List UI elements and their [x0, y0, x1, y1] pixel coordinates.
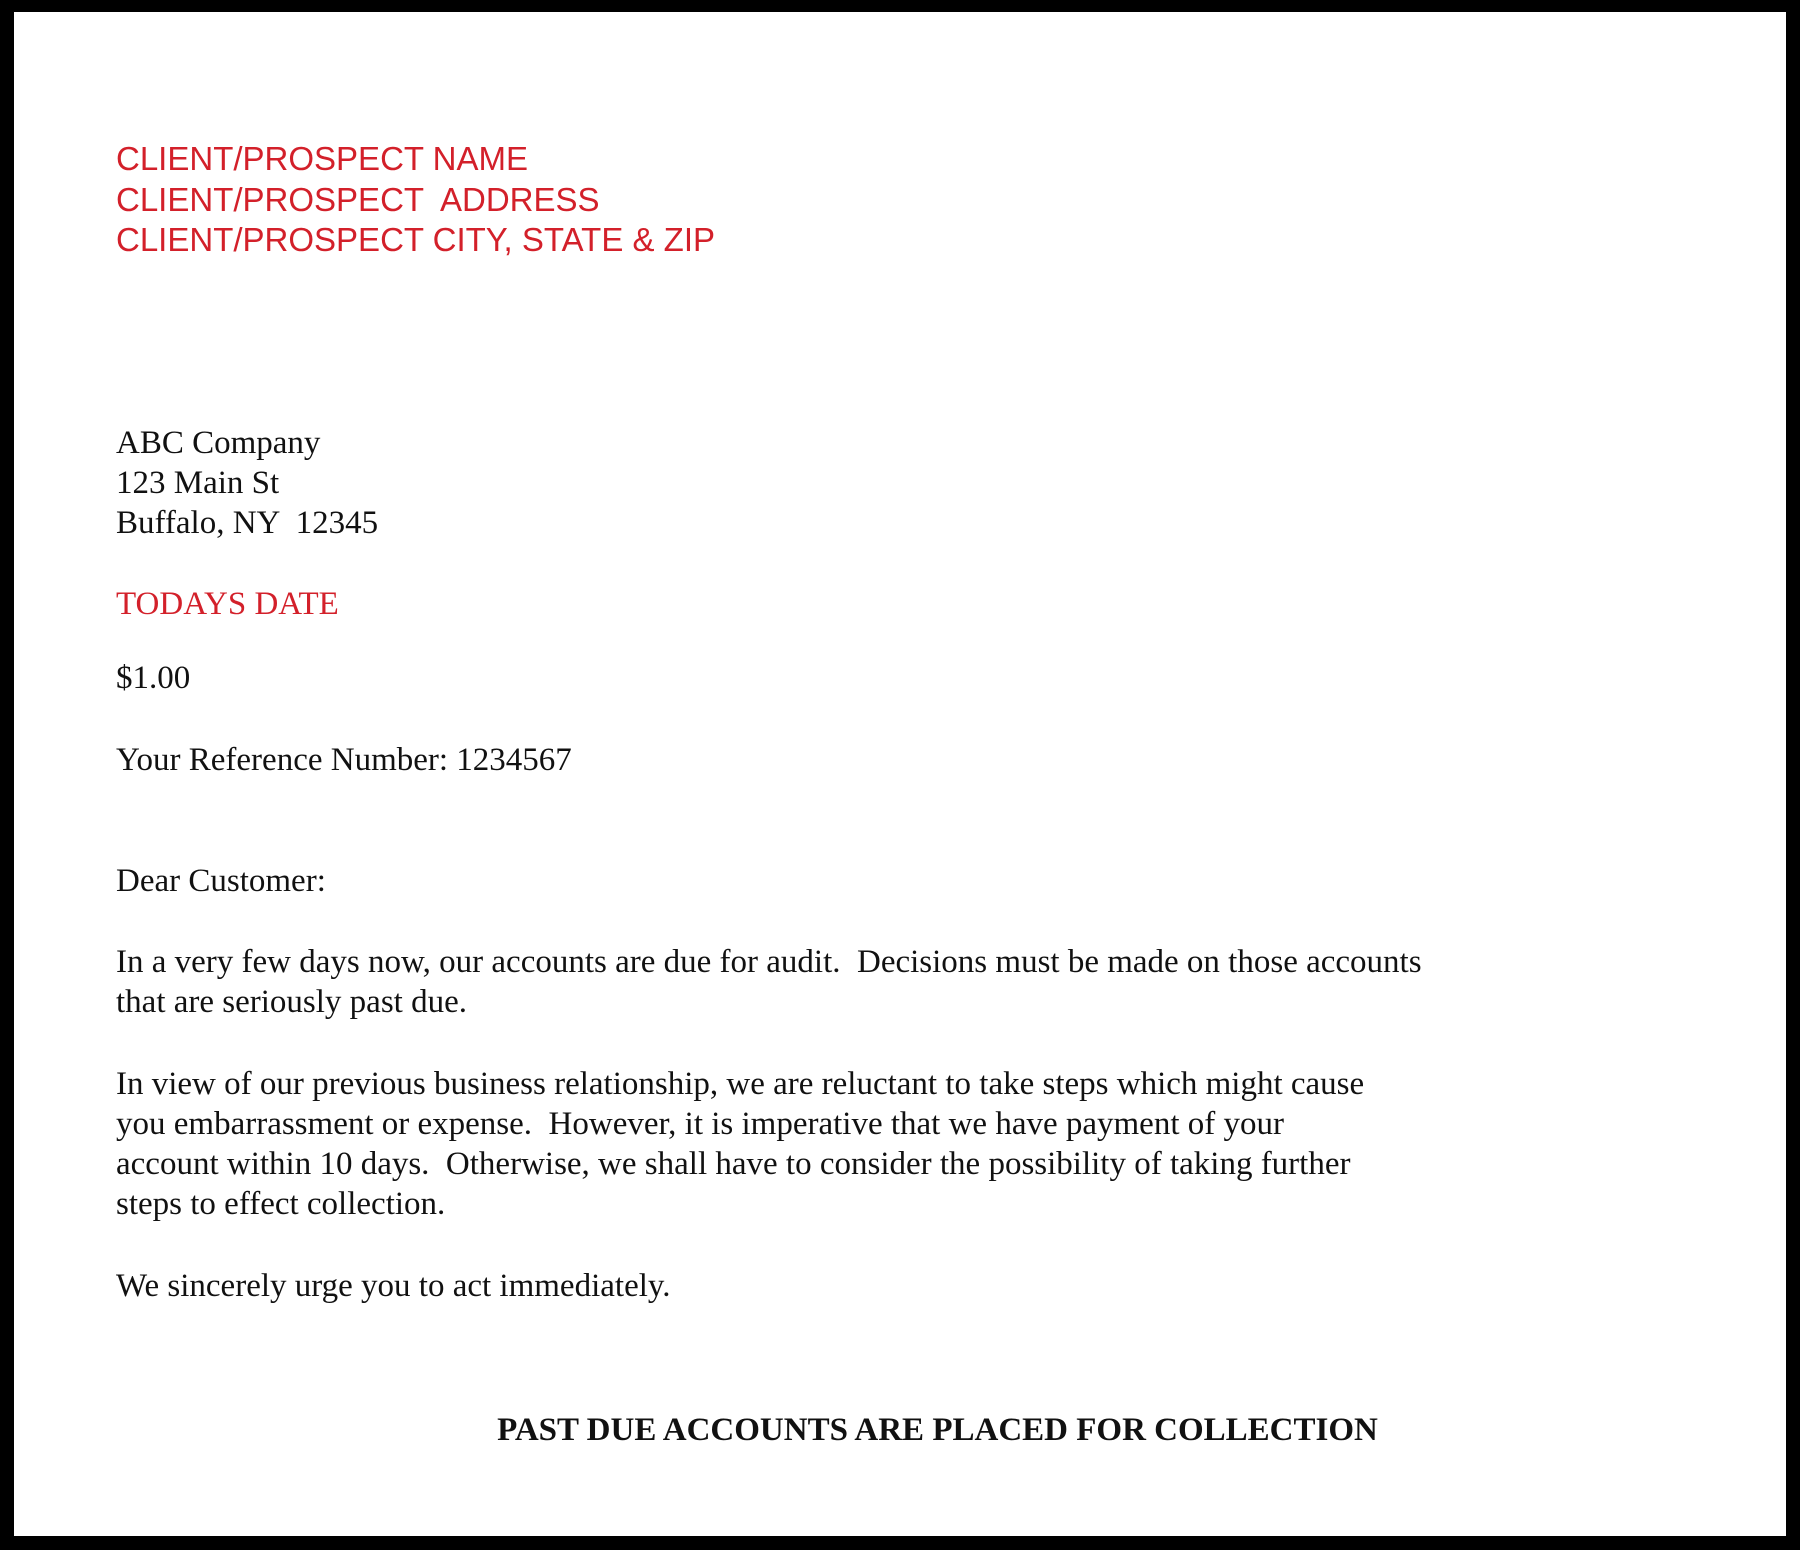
- paragraph-3: [116, 1266, 671, 1306]
- paragraph-3-line-1: We sincerely urge you to act immediately.: [116, 1268, 671, 1304]
- salutation: Dear Customer:: [116, 863, 326, 899]
- paragraph-2-line-1: In view of our previous business relationship, we are reluctant to take steps which might cause: [116, 1066, 1365, 1102]
- collection-notice: PAST DUE ACCOUNTS ARE PLACED FOR COLLECTION: [497, 1412, 1378, 1448]
- paragraph-2-line-3: account within 10 days. Otherwise, we shall have to consider the possibility of taking further: [116, 1146, 1351, 1182]
- reference-line: [116, 740, 572, 780]
- paragraph-2-line-2: you embarrassment or expense. However, it is imperative that we have payment of your: [116, 1106, 1284, 1142]
- reference-label: Your Reference Number:: [116, 742, 449, 778]
- amount-due: $1.00: [116, 660, 191, 696]
- reference-number: 1234567: [456, 742, 572, 778]
- debtor-city-state-zip: Buffalo, NY 12345: [116, 505, 379, 541]
- paragraph-2-line-4: steps to effect collection.: [116, 1186, 446, 1222]
- debtor-address-block: [116, 423, 378, 543]
- paragraph-1: [116, 942, 1422, 1022]
- paragraph-1-line-2: that are seriously past due.: [116, 984, 467, 1020]
- client-city-state-zip: CLIENT/PROSPECT CITY, STATE & ZIP: [116, 221, 716, 258]
- debtor-company: ABC Company: [116, 425, 321, 461]
- debtor-street: 123 Main St: [116, 465, 280, 501]
- paragraph-2: [116, 1064, 1364, 1224]
- client-address: CLIENT/PROSPECT ADDRESS: [116, 180, 600, 218]
- client-address-block: [116, 139, 715, 261]
- date-placeholder: TODAYS DATE: [116, 586, 339, 622]
- paragraph-1-line-1: In a very few days now, our accounts are due for audit. Decisions must be made on those accounts: [116, 944, 1422, 980]
- client-name: CLIENT/PROSPECT NAME: [116, 140, 528, 177]
